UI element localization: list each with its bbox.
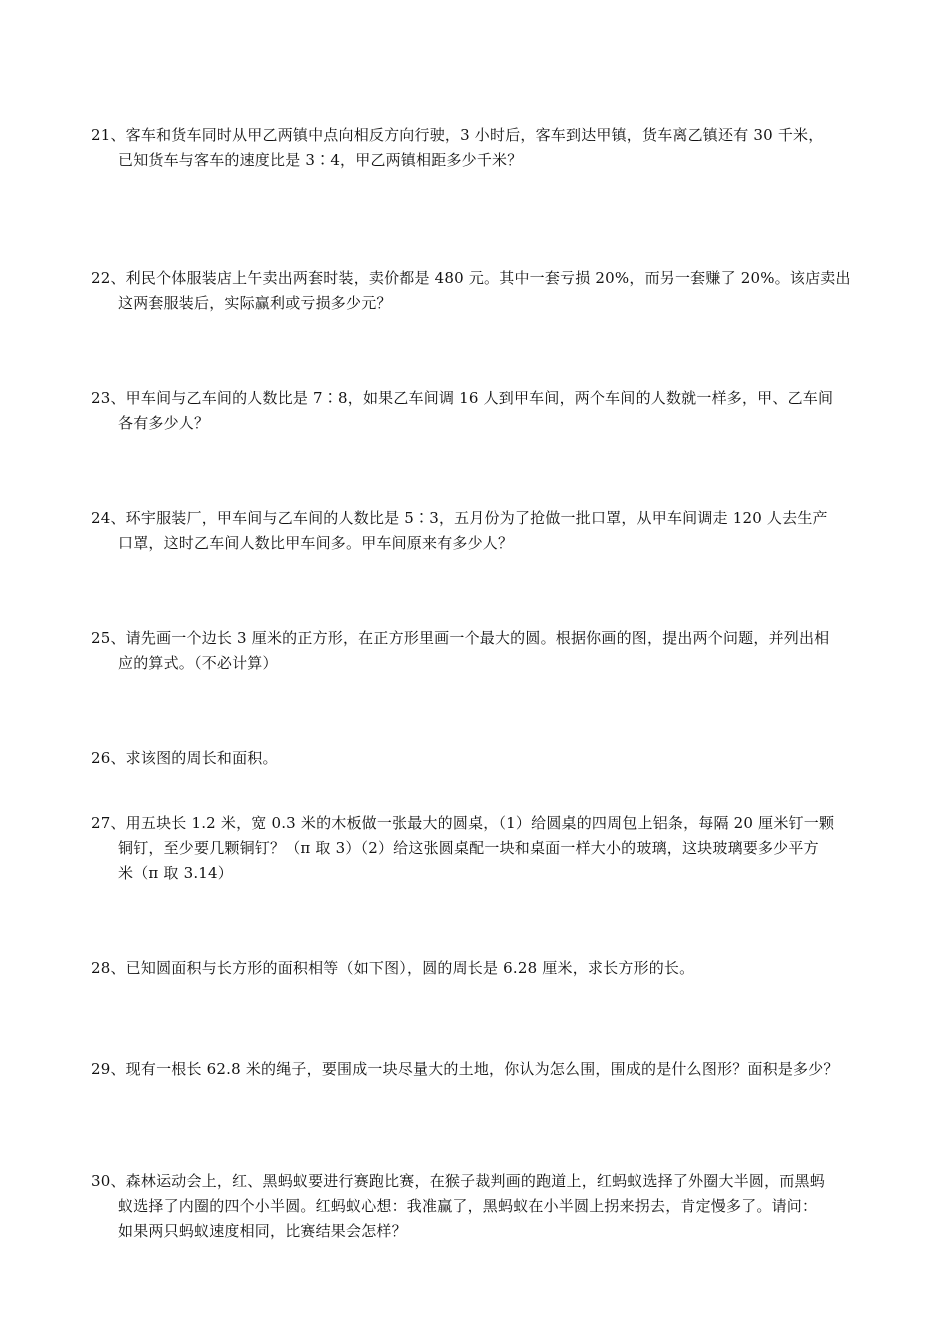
problem-22 (91, 266, 871, 316)
problem-25-line-2: 应的算式。（不必计算） (118, 654, 278, 672)
problem-30 (91, 1169, 871, 1244)
problem-30-line-1: 30、森林运动会上，红、黑蚂蚁要进行赛跑比赛，在猴子裁判画的跑道上，红蚂蚁选择了外圈大半圆，而黑蚂 (91, 1172, 825, 1190)
problem-24-line-1: 24、环宇服装厂，甲车间与乙车间的人数比是 5∶3，五月份为了抢做一批口罩，从甲车间调走 120 人去生产 (91, 509, 828, 527)
problem-29-line-1: 29、现有一根长 62.8 米的绳子，要围成一块尽量大的土地，你认为怎么围，围成的是什么图形？面积是多少？ (91, 1060, 839, 1078)
problem-23-line-2: 各有多少人？ (118, 414, 210, 432)
problem-24 (91, 506, 871, 556)
problem-27-line-3: 米（π 取 3.14） (118, 864, 233, 882)
problem-25 (91, 626, 871, 676)
problem-22-line-2: 这两套服装后，实际赢利或亏损多少元？ (118, 294, 392, 312)
problem-30-line-2: 蚁选择了内圈的四个小半圆。红蚂蚁心想：我准赢了，黑蚂蚁在小半圆上拐来拐去，肯定慢多了。请问： (118, 1197, 818, 1215)
problem-29 (91, 1057, 871, 1082)
problem-28-line-1: 28、已知圆面积与长方形的面积相等（如下图），圆的周长是 6.28 厘米，求长方形的长。 (91, 959, 695, 977)
problem-22-line-1: 22、利民个体服装店上午卖出两套时装，卖价都是 480 元。其中一套亏损 20%，而另一套赚了 20%。该店卖出 (91, 269, 851, 287)
problem-30-line-3: 如果两只蚂蚁速度相同，比赛结果会怎样？ (118, 1222, 407, 1240)
problem-28 (91, 956, 871, 981)
problem-27-line-2: 铜钉，至少要几颗铜钉？（π 取 3）（2）给这张圆桌配一块和桌面一样大小的玻璃，这块玻璃要多少平方 (118, 839, 819, 857)
problem-27-line-1: 27、用五块长 1.2 米，宽 0.3 米的木板做一张最大的圆桌，（1）给圆桌的四周包上铝条，每隔 20 厘米钉一颗 (91, 814, 835, 832)
problem-21-line-2: 已知货车与客车的速度比是 3∶4，甲乙两镇相距多少千米？ (118, 151, 523, 169)
problem-23-line-1: 23、甲车间与乙车间的人数比是 7∶8，如果乙车间调 16 人到甲车间，两个车间的人数就一样多，甲、乙车间 (91, 389, 834, 407)
problem-24-line-2: 口罩，这时乙车间人数比甲车间多。甲车间原来有多少人？ (118, 534, 514, 552)
problem-26-line-1: 26、求该图的周长和面积。 (91, 749, 278, 767)
problem-21 (91, 123, 871, 173)
problem-26 (91, 746, 871, 771)
problem-27 (91, 811, 871, 886)
problem-25-line-1: 25、请先画一个边长 3 厘米的正方形，在正方形里画一个最大的圆。根据你画的图，提出两个问题，并列出相 (91, 629, 830, 647)
problem-21-line-1: 21、客车和货车同时从甲乙两镇中点向相反方向行驶，3 小时后，客车到达甲镇，货车离乙镇还有 30 千米， (91, 126, 824, 144)
problem-23 (91, 386, 871, 436)
